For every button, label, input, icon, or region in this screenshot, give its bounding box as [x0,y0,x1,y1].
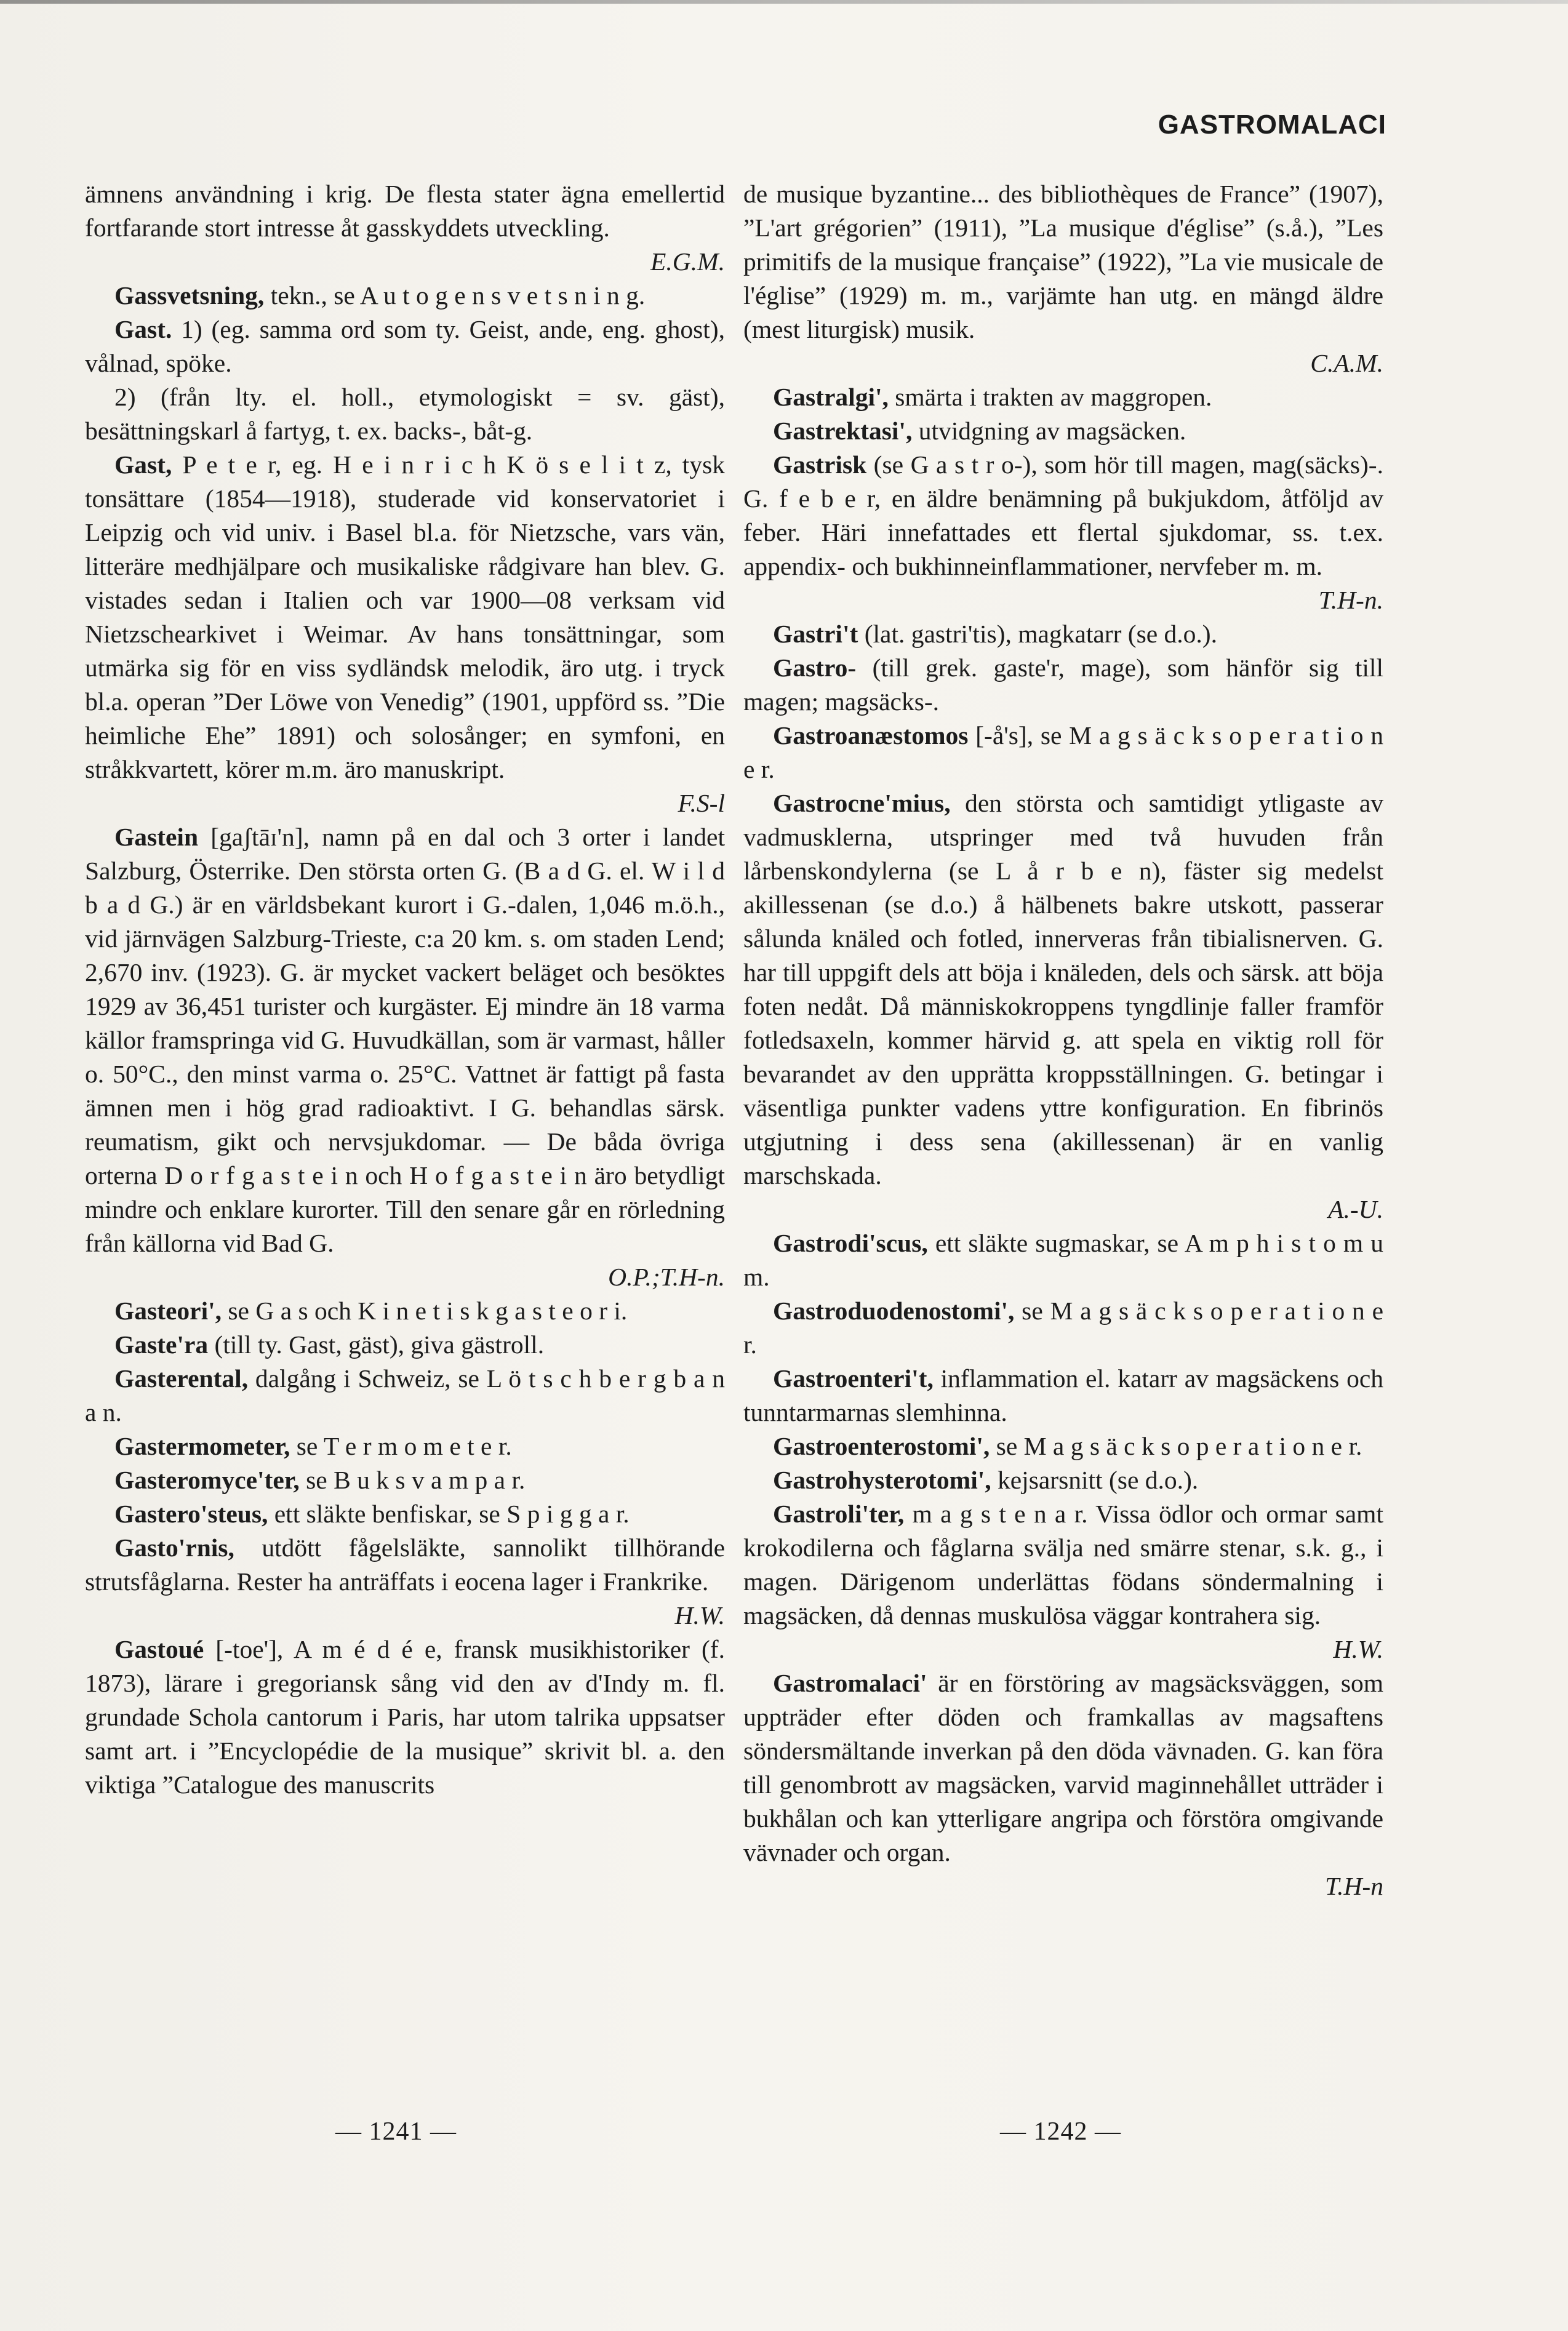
article-entry [743,1497,1383,1666]
article-entry [85,1497,725,1531]
right-column [743,177,1383,1903]
headword: Gastroenteri't, [773,1364,934,1393]
entry-text: utvidgning av magsäcken. [912,417,1186,445]
headword: Gastroenterostomi', [773,1432,990,1460]
headword: Gastein [114,823,199,851]
article-entry [85,448,725,820]
article-entry [85,1633,725,1802]
entry-text: är en förstöring av magsäcksväggen, som uppträder efter döden och framkallas av magsaftens söndersmältande inverkan på den döda vävnaden. G. kan föra till genombrott av magsäcken, varvid maginnehållet utträder i bukhålan och kan ytterligare angripa och förstöra omgivande vävnader och organ. [743,1669,1383,1866]
headword: Gastralgi', [773,383,889,411]
entry-text: se B u k s v a m p a r. [299,1466,526,1494]
left-column [85,177,725,1802]
article-entry [743,1463,1383,1497]
headword: Gast. [114,315,172,343]
headword: Gastro- [773,654,857,682]
article-entry [743,177,1383,380]
author-signature: H.W. [674,1601,725,1629]
article-entry [85,1463,725,1497]
headword: Gastrocne'mius, [773,789,951,817]
entry-text: tekn., se A u t o g e n s v e t s n i n g. [264,281,646,310]
article-entry [743,1362,1383,1429]
entry-text: m a g s t e n a r. Vissa ödlor och ormar samt krokodilerna och fåglarna svälja ned smärre stenar, s.k. g., i magen. Därigenom underlättas födans söndermalning i magsäcken, då dennas muskulösa väggar kontrahera sig. [743,1500,1383,1629]
headword: Gastri't [773,620,858,648]
entry-text: [-toe'], A m é d é e, fransk musikhistoriker (f. 1873), lärare i gregoriansk sång vid den av d'Indy m. fl. grundade Schola cantorum i Paris, har utom talrika uppsatser samt art. i ”Encyclopédie de la musique” skrivit bl. a. den viktiga ”Catalogue des manuscrits [85,1635,725,1799]
article-entry [743,1666,1383,1903]
headword: Gast, [114,450,172,479]
entry-text: 1) (eg. samma ord som ty. Geist, ande, eng. ghost), vålnad, spöke. [85,315,725,377]
article-entry [743,414,1383,448]
headword: Gastroduodenostomi', [773,1297,1015,1325]
headword: Gasteori', [114,1297,222,1325]
article-entry [743,1429,1383,1463]
headword: Gaste'ra [114,1330,209,1359]
headword: Gastero'steus, [114,1500,268,1528]
article-entry [743,651,1383,719]
entry-text: P e t e r, eg. H e i n r i c h K ö s e l i t z, tysk tonsättare (1854—1918), studerade vid konservatoriet i Leipzig och vid univ. i Basel bl.a. för Nietzsche, vars vän, litteräre medhjälpare och musikaliske rådgivare han blev. G. vistades sedan i Italien och var 1900—08 verksam vid Nietzschearkivet i Weimar. Av hans tonsättningar, som utmärka sig för en viss sydländsk melodik, äro utg. i tryck bl.a. operan ”Der Löwe von Venedig” (1901, uppförd ss. ”Die heimliche Ehe” 1891) och solosånger; en symfoni, en stråkkvartett, körer m.m. äro manuskript. [85,450,725,783]
author-signature: E.G.M. [650,247,725,276]
entry-text: (se G a s t r o-), som hör till magen, mag(säcks)-. G. f e b e r, en äldre benämning på bukjukdom, åtföljd av feber. Häri innefattades ett flertal sjukdomar, ss. t.ex. appendix- och bukhinneinflammationer, nervfeber m. m. [743,450,1383,580]
entry-text: (lat. gastri'tis), magkatarr (se d.o.). [858,620,1217,648]
article-entry [85,177,725,279]
page-number-left: — 1241 — [335,2117,457,2146]
article-entry [743,1226,1383,1294]
article-entry [85,1429,725,1463]
article-entry [743,380,1383,414]
author-signature: C.A.M. [1310,349,1383,377]
headword: Gasterental, [114,1364,249,1393]
entry-text: smärta i trakten av maggropen. [888,383,1212,411]
entry-text: se G a s och K i n e t i s k g a s t e o r i. [222,1297,628,1325]
author-signature: A.-U. [1328,1195,1383,1223]
article-entry [85,1362,725,1429]
entry-text: se T e r m o m e t e r. [290,1432,512,1460]
entry-text: [-å's], se M a g s ä c k s o p e r a t i o n e r. [743,721,1383,783]
entry-text: se M a g s ä c k s o p e r a t i o n e r. [743,1297,1383,1359]
entry-text: (till grek. gaste'r, mage), som hänför sig till magen; magsäcks-. [743,654,1383,716]
author-signature: H.W. [1333,1635,1383,1663]
page-top-edge [0,0,1568,4]
entry-text: 2) (från lty. el. holl., etymologiskt = sv. gäst), besättningskarl å fartyg, t. ex. backs-, båt-g. [85,383,725,445]
entry-text: utdött fågelsläkte, sannolikt tillhörande strutsfåglarna. Rester ha anträffats i eocena lager i Frankrike. [85,1533,725,1596]
headword: Gastermometer, [114,1432,290,1460]
headword: Gastrisk [773,450,867,479]
article-entry [743,1294,1383,1362]
entry-text: se M a g s ä c k s o p e r a t i o n e r. [990,1432,1362,1460]
article-entry [743,448,1383,617]
page-number-right: — 1242 — [1000,2117,1121,2146]
entry-text: ett släkte benfiskar, se S p i g g a r. [268,1500,630,1528]
entry-text: (till ty. Gast, gäst), giva gästroll. [208,1330,545,1359]
headword: Gastromalaci' [773,1669,927,1697]
running-head: GASTROMALACI [1158,110,1386,140]
entry-text: de musique byzantine... des bibliothèques de France” (1907), ”L'art grégorien” (1911), ”La musique d'église” (s.å.), ”Les primitifs de la musique française” (1922), ”La vie musicale de l'église” (1929) m. m., varjämte han utg. en mängd äldre (mest liturgisk) musik. [743,180,1383,343]
author-signature: O.P.;T.H-n. [608,1263,725,1291]
entry-text: ett släkte sugmaskar, se A m p h i s t o m u m. [743,1229,1383,1291]
article-entry [85,1328,725,1362]
entry-text: ämnens användning i krig. De flesta stater ägna emellertid fortfarande stort intresse åt gasskyddets utveckling. [85,180,725,242]
article-entry [743,786,1383,1226]
headword: Gastoué [114,1635,204,1663]
author-signature: T.H-n. [1318,586,1383,614]
article-entry [85,820,725,1294]
author-signature: T.H-n [1325,1872,1383,1900]
headword: Gastroanæstomos [773,721,969,750]
author-signature: F.S-l [678,789,725,817]
headword: Gassvetsning, [114,281,265,310]
entry-text: dalgång i Schweiz, se L ö t s c h b e r g b a n a n. [85,1364,725,1426]
entry-text: den största och samtidigt ytligaste av vadmusklerna, utspringer med två huvuden från lårbenskondylerna (se L å r b e n), fäster sig medelst akillessenan (se d.o.) å hälbenets bakre utskott, passerar sålunda knäled och fotled, innerveras från tibialisnerven. G. har till uppgift dels att böja i knäleden, dels och särsk. att böja foten nedåt. Då människokroppens tyngdlinje faller framför fotledsaxeln, kommer härvid g. att spela en viktig roll för bevarandet av den upprätta kroppsställningen. G. betingar i väsentliga punkter vadens yttre konfiguration. En fibrinös utgjutning i dess sena (akillessenan) är en vanlig marschskada. [743,789,1383,1189]
headword: Gasteromyce'ter, [114,1466,300,1494]
article-entry [85,1294,725,1328]
headword: Gastrektasi', [773,417,913,445]
article-entry [85,1531,725,1633]
entry-text: [gaʃtāɪ'n], namn på en dal och 3 orter i landet Salzburg, Österrike. Den största orten G. (B a d G. el. W i l d b a d G.) är en världsbekant kurort i G.-dalen, 1,046 m.ö.h., vid järnvägen Salzburg-Trieste, c:a 20 km. s. om staden Lend; 2,670 inv. (1923). G. är mycket vackert beläget och besöktes 1929 av 36,451 turister och kurgäster. Ej mindre än 18 varma källor framspringa vid G. Huvudkällan, som är varmast, håller o. 50°C., den minst varma o. 25°C. Vattnet är fattigt på fasta ämnen men i hög grad radioaktivt. I G. behandlas särsk. reumatism, gikt och nervsjukdomar. — De båda övriga orterna D o r f g a s t e i n och H o f g a s t e i n äro betydligt mindre och enklare kurorter. Till den senare går en rörledning från källorna vid Bad G. [85,823,725,1257]
headword: Gastrodi'scus, [773,1229,928,1257]
article-entry [85,313,725,380]
headword: Gastroli'ter, [773,1500,905,1528]
entry-text: inflammation el. katarr av magsäckens och tunntarmarnas slemhinna. [743,1364,1383,1426]
article-entry [743,617,1383,651]
article-entry [743,719,1383,786]
entry-text: kejsarsnitt (se d.o.). [991,1466,1199,1494]
headword: Gastrohysterotomi', [773,1466,991,1494]
article-entry [85,380,725,448]
article-entry [85,279,725,313]
headword: Gasto'rnis, [114,1533,234,1562]
